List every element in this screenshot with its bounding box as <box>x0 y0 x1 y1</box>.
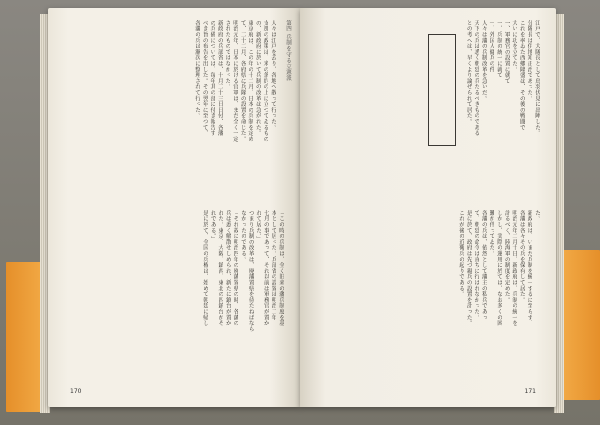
text-column: 明治元年二月十日、新政府は、兵制の統一を <box>511 210 518 326</box>
text-column: 各藩の兵は漸次に整理されて行った。 <box>194 20 201 119</box>
text-column: 七月の事であって、それ以前は軍務官が置か <box>262 210 269 326</box>
text-column: なかったのである。 <box>240 210 247 263</box>
text-column: 人々は江戸を去り、各地へ散って行った。 <box>270 20 276 131</box>
text-column: 「この時の兵制は、全く旧来の藩兵制度を基 <box>278 210 284 326</box>
text-column: の、新政府に於いて兵制の改革は急がれた。 <box>254 20 261 136</box>
text-column: 支那の政策は、米の条約の上に立つてゐるもの <box>262 20 269 142</box>
text-column: 是に於て、全国の兵権は、始めて朝廷に帰し <box>202 210 209 326</box>
left-page-top-text <box>64 20 276 196</box>
text-column: 新政府の兵部省は、十月二十三日日付、各藩 <box>216 20 223 136</box>
text-column: これが後の近衛兵の起りである。 <box>458 210 465 297</box>
text-column: 難が伴ってゐた。 <box>488 210 495 257</box>
text-column: 本として居った。兵部省の設置は明治二年 <box>270 210 277 321</box>
page-number-left: 170 <box>70 388 82 395</box>
text-column: れて居た。」 <box>255 210 262 242</box>
left-page <box>48 8 300 407</box>
text-column: 分隊長は伊地知正治であった。 <box>526 20 533 102</box>
text-column: これを率ゐた西郷隆盛は、その後の戦闘で <box>518 20 525 131</box>
right-page <box>300 8 556 407</box>
text-column: 各藩の兵は、依然として藩主の私兵であっ <box>480 210 487 321</box>
left-page-bottom-text <box>64 210 284 386</box>
text-column: べき旨の布告を出した。その翌年に至つて、 <box>201 20 208 136</box>
text-column: 人々は藩の兵制改革を急いだ。 <box>480 20 487 102</box>
text-column: 新政府は、いまだ兵制を統一するに至らず、 <box>526 210 533 326</box>
text-column: つまり兵制の改革は、廃藩置県を待たねばなら <box>247 210 254 332</box>
text-column: 各藩は各々その兵を保有して居た。 <box>518 210 525 303</box>
text-column: 江戸で、大隊長として鳥羽伏見に出陣した。 <box>534 20 540 136</box>
text-column: れた。東京、大阪、鎮西、東北の四鎮台がそ <box>217 210 224 326</box>
text-column: しかし、実際の運用に於ては、なお多くの困 <box>496 210 503 326</box>
right-page-bottom-text <box>316 210 540 386</box>
text-column: 計るべく、陸海軍の制度を定めた。 <box>503 210 510 303</box>
text-column: た。 <box>534 210 540 222</box>
text-column: されたものではなかった。 <box>224 20 231 90</box>
text-column: 一、軍務官の設置に就て <box>503 20 510 84</box>
text-column: 是に於て、政府は先づ親兵の設置を計った。 <box>465 210 472 326</box>
text-column: 東京府は、この年の十二月、日本の兵制を定め <box>247 20 254 142</box>
text-column: て、朝廷の命令は直ちに行はれなかった。 <box>473 210 480 321</box>
text-column: 天下の兵は悉く朝廷の兵たるべきものである <box>473 20 480 136</box>
page-number-right: 171 <box>524 388 536 395</box>
text-column: れである。」 <box>209 210 216 242</box>
text-column: 一、外国人傭兵の件 <box>488 20 495 73</box>
right-page-top-text <box>316 20 540 196</box>
text-column: て、二十二月、各府県に兵隊の設置を命じた。 <box>239 20 246 142</box>
running-head: 第四 兵制を守る立憲派 <box>285 20 291 82</box>
text-column: 兵は悉く解散せしめられ、新たに鎮台が置か <box>224 210 231 326</box>
text-column: 大いに功を立てた。 <box>511 20 518 73</box>
text-column: 「それ故に明治四年の廃藩置県の時、各藩の <box>232 210 239 326</box>
text-column: との考へは、早くより論ぜられて居た。 <box>465 20 472 125</box>
text-column: 一、兵制の統一に就て <box>496 20 503 78</box>
text-column: 明治元年、日本に於ける官軍は、まだ全く一定 <box>232 20 239 142</box>
text-column: の兵備については、毎年其の部に付き報告す <box>209 20 216 136</box>
